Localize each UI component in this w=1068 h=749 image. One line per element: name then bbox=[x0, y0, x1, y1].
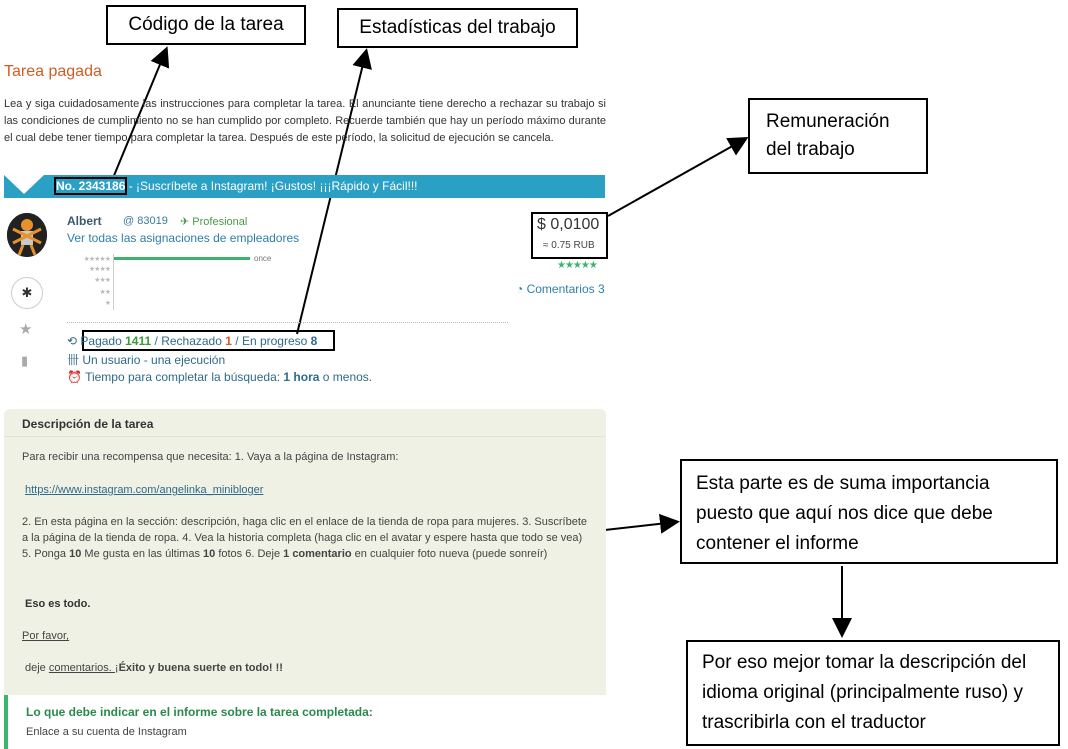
progress-label: En progreso bbox=[241, 334, 308, 348]
favorite-star-icon[interactable]: ★ bbox=[19, 321, 33, 338]
steps-bold: 10 bbox=[69, 548, 82, 560]
steps-bold: 10 bbox=[203, 548, 216, 560]
one-user-text: Un usuario - una ejecución bbox=[82, 353, 226, 367]
callout-importance-line: contener el informe bbox=[696, 533, 859, 554]
callout-remuneration-line: Remuneración bbox=[766, 111, 890, 132]
progress-count: 8 bbox=[310, 334, 318, 348]
arrow-remuneration bbox=[608, 139, 745, 216]
level-plane-icon: ✈ bbox=[180, 216, 190, 228]
paid-label: Pagado bbox=[80, 334, 122, 348]
alarm-clock-icon: ⏰ bbox=[67, 370, 82, 384]
page-title: Tarea pagada bbox=[4, 63, 102, 80]
leave-comments-link[interactable]: comentarios. ¡ bbox=[48, 662, 119, 674]
time-value: 1 hora bbox=[283, 370, 320, 384]
description-step-1: Para recibir una recompensa que necesita: 1. Vaya a la página de Instagram: bbox=[22, 451, 399, 463]
comments-label: Comentarios 3 bbox=[526, 282, 605, 296]
trash-icon[interactable]: ▮ bbox=[21, 353, 29, 368]
description-divider bbox=[4, 436, 606, 437]
bug-report-button[interactable] bbox=[11, 277, 43, 309]
please-text: Por favor, bbox=[22, 630, 70, 642]
advertiser-id: @ 83019 bbox=[123, 215, 168, 227]
instagram-link-text: https://www.instagram.com/angelinka_minibloger bbox=[25, 484, 264, 496]
callout-importance-line: Esta parte es de suma importancia bbox=[696, 473, 990, 494]
callout-translate-line: Por eso mejor tomar la descripción del bbox=[702, 652, 1027, 673]
callout-importance bbox=[680, 459, 1058, 564]
banner-text[interactable] bbox=[56, 179, 417, 193]
time-suffix: o menos. bbox=[322, 370, 373, 384]
stats-separator: / bbox=[151, 334, 162, 348]
paid-count: 1411 bbox=[125, 334, 152, 348]
rss-icon: ◔ bbox=[516, 282, 524, 296]
steps-bold: 1 comentario bbox=[283, 548, 352, 560]
callout-remuneration bbox=[748, 98, 928, 174]
rating-stars-3: ★★★ bbox=[94, 277, 110, 284]
callout-translate-line: trascribirla con el traductor bbox=[702, 712, 926, 733]
leave-comments bbox=[25, 660, 591, 676]
leave-bold: Éxito y buena suerte en todo! !! bbox=[118, 662, 283, 674]
rating-axis bbox=[113, 254, 114, 310]
task-title: - ¡Suscríbete a Instagram! ¡Gustos! ¡¡¡Rápido y Fácil!!! bbox=[125, 179, 418, 193]
callout-task-code-text: Código de la tarea bbox=[128, 14, 284, 35]
rating-stars-5: ★★★★★ bbox=[83, 256, 110, 263]
tally-icon: 卌 bbox=[67, 353, 80, 367]
time-prefix: Tiempo para completar la búsqueda: bbox=[85, 370, 281, 384]
report-heading: Lo que debe indicar en el informe sobre la tarea completada: bbox=[26, 705, 373, 719]
description-heading: Descripción de la tarea bbox=[22, 417, 154, 431]
divider bbox=[67, 322, 508, 323]
time-row bbox=[67, 370, 372, 384]
rating-stars-2: ★★ bbox=[99, 289, 110, 296]
steps-part: 2. En esta página en la sección: descripción, haga clic en el enlace de la tienda de ropa para mujeres. 3. Suscríbete a la página de la tienda de ropa. 4. Vea la historia completa (haga clic en el avatar y espere hasta que todo se vea) 5. Ponga bbox=[22, 516, 588, 560]
reward-price: $ 0,0100 bbox=[537, 216, 600, 233]
rating-bar-label: once bbox=[254, 254, 272, 263]
callout-translate-line: idioma original (principalmente ruso) y bbox=[702, 682, 1024, 703]
advertiser-name[interactable]: Albert bbox=[67, 214, 102, 228]
rejected-count: 1 bbox=[225, 334, 232, 348]
stats-separator: / bbox=[231, 334, 242, 348]
advertiser-level-label: Profesional bbox=[192, 216, 248, 228]
task-number: No. 2343186 bbox=[56, 179, 126, 193]
report-item: Enlace a su cuenta de Instagram bbox=[26, 726, 187, 738]
report-panel bbox=[4, 695, 606, 749]
reward-rub: ≈ 0.75 RUB bbox=[543, 240, 595, 251]
all-assignments-link[interactable]: Ver todas las asignaciones de empleadores bbox=[67, 231, 300, 245]
bug-icon: ✱ bbox=[21, 285, 33, 300]
reward-stars: ★★★★★ bbox=[557, 260, 597, 271]
rejected-label: Rechazado bbox=[161, 334, 222, 348]
that-is-all: Eso es todo. bbox=[25, 598, 91, 610]
rating-stars-1: ★ bbox=[104, 300, 110, 307]
steps-part: Me gusta en las últimas bbox=[81, 548, 204, 560]
job-stats bbox=[67, 334, 317, 348]
callout-job-stats-text: Estadísticas del trabajo bbox=[359, 17, 556, 38]
rating-bar-5 bbox=[114, 257, 250, 260]
avatar-figure-icon bbox=[7, 213, 47, 257]
leave-prefix: deje bbox=[25, 662, 49, 674]
callout-task-code bbox=[106, 5, 306, 45]
steps-part: en cualquier foto nueva (puede sonreír) bbox=[351, 548, 548, 560]
description-steps bbox=[22, 514, 588, 562]
rating-stars-4: ★★★★ bbox=[88, 266, 110, 273]
one-user-row bbox=[67, 351, 225, 368]
callout-importance-line: puesto que aquí nos dice que debe bbox=[696, 503, 993, 524]
instagram-link[interactable] bbox=[25, 482, 591, 498]
banner-chevron-icon bbox=[4, 175, 44, 198]
steps-part: fotos 6. Deje bbox=[215, 548, 284, 560]
advertiser-level bbox=[180, 215, 247, 228]
callout-remuneration-line: del trabajo bbox=[766, 139, 855, 160]
callout-job-stats bbox=[337, 8, 578, 48]
comments-link[interactable] bbox=[516, 282, 605, 296]
callout-translate bbox=[686, 640, 1060, 746]
handshake-icon: ⟲ bbox=[67, 334, 78, 348]
intro-text: Lea y siga cuidadosamente las instrucciones para completar la tarea. El anunciante tiene derecho a rechazar su trabajo si las condiciones de cumplimiento no se han cumplido por completo. Recuerde también que hay un período máximo durante el cual debe tener tiempo para completar la tarea. Después de este período, la solicitud de ejecución se cancela. bbox=[4, 98, 606, 144]
avatar[interactable] bbox=[7, 213, 47, 257]
